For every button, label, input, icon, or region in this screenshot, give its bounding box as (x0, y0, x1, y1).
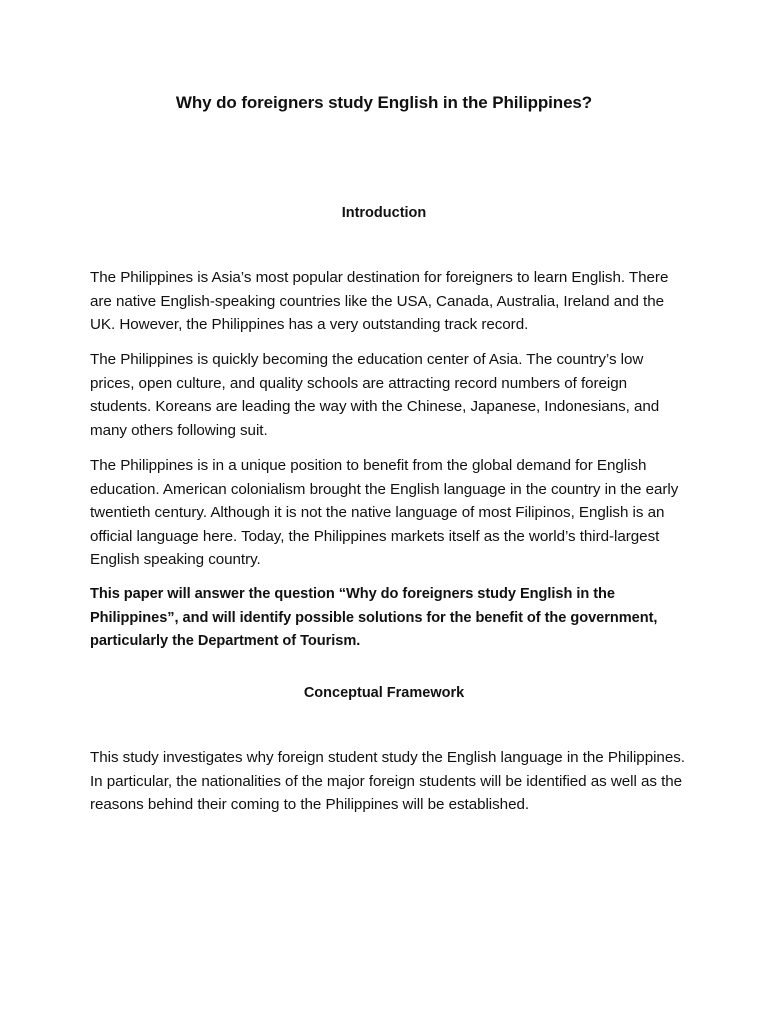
paragraph: The Philippines is quickly becoming the education center of Asia. The country’s low prices, open culture, and quality schools are attracting record numbers of foreign students. Koreans are leading the way with the Chinese, Japanese, Indonesians, and many others following suit. (90, 351, 660, 439)
page-title: Why do foreigners study English in the Philippines? (175, 93, 593, 112)
paragraph: The Philippines is in a unique position to benefit from the global demand for English education. American colonialism brought the English language in the country in the early twentieth century. Although it is not the native language of most Filipinos, English is an official language here. Today, the Philippines markets itself as the world’s third-largest English speaking country. (90, 457, 679, 568)
section-heading-introduction: Introduction (341, 205, 427, 221)
thesis-statement: This paper will answer the question “Why do foreigners study English in the Philippines”, and will identify possible solutions for the benefit of the government, particularly the Department of Tourism. (90, 586, 658, 649)
paragraph: This study investigates why foreign student study the English language in the Philippines. In particular, the nationalities of the major foreign students will be identified as well as the reasons behind their coming to the Philippines will be established. (90, 749, 685, 813)
paragraph: The Philippines is Asia’s most popular destination for foreigners to learn English. There are native English-speaking countries like the USA, Canada, Australia, Ireland and the UK. However, the Philippines has a very outstanding track record. (90, 269, 669, 333)
section-heading-conceptual-framework: Conceptual Framework (303, 685, 465, 701)
